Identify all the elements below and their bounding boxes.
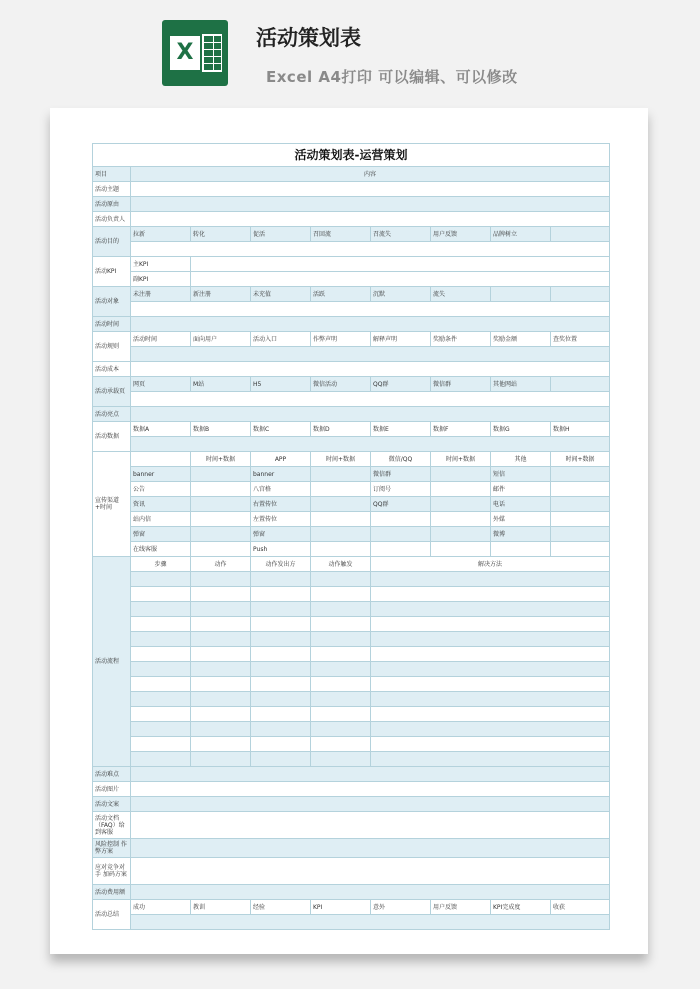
table-cell[interactable] [491, 287, 551, 302]
row-label-risk: 风险控制 作弊方案 [93, 839, 131, 858]
channel-cell[interactable] [311, 467, 371, 482]
channel-cell[interactable]: banner [251, 467, 311, 482]
flow-cell[interactable] [131, 662, 191, 677]
flow-cell[interactable] [371, 677, 610, 692]
channel-cell[interactable] [191, 467, 251, 482]
summary-option[interactable]: 成功 [131, 900, 191, 915]
channel-cell[interactable] [191, 512, 251, 527]
channel-cell[interactable]: 邮件 [491, 482, 551, 497]
flow-cell[interactable] [191, 722, 251, 737]
input-cell[interactable] [131, 317, 610, 332]
rule-option[interactable]: 活动入口 [251, 332, 311, 347]
channel-header: 时间+数据 [191, 452, 251, 467]
row-label-images: 活动图片 [93, 782, 131, 797]
channel-cell[interactable] [311, 482, 371, 497]
page-title: 活动策划表 [256, 26, 361, 50]
flow-cell[interactable] [311, 752, 371, 767]
page-option[interactable]: 微信群 [431, 377, 491, 392]
input-cell[interactable] [131, 182, 610, 197]
data-option[interactable]: 数据B [191, 422, 251, 437]
input-cell[interactable] [131, 797, 610, 812]
row-label-data: 活动数据 [93, 422, 131, 452]
summary-option[interactable]: 经验 [251, 900, 311, 915]
goal-option[interactable]: 品牌树立 [491, 227, 551, 242]
flow-cell[interactable] [371, 587, 610, 602]
flow-cell[interactable] [371, 752, 610, 767]
channel-cell[interactable] [431, 527, 491, 542]
channel-cell[interactable] [551, 497, 610, 512]
data-option[interactable]: 数据C [251, 422, 311, 437]
row-label-flow: 活动流程 [93, 557, 131, 767]
flow-header: 动作 [191, 557, 251, 572]
flow-cell[interactable] [251, 662, 311, 677]
flow-cell[interactable] [131, 752, 191, 767]
flow-cell[interactable] [191, 737, 251, 752]
flow-cell[interactable] [131, 632, 191, 647]
channel-cell[interactable]: 在线客服 [131, 542, 191, 557]
goal-option[interactable]: 召回流 [311, 227, 371, 242]
summary-option[interactable]: 教训 [191, 900, 251, 915]
flow-cell[interactable] [191, 602, 251, 617]
data-option[interactable]: 数据F [431, 422, 491, 437]
target-option[interactable]: 流失 [431, 287, 491, 302]
flow-cell[interactable] [191, 572, 251, 587]
page-header [0, 0, 700, 110]
flow-cell[interactable] [191, 632, 251, 647]
row-label-faq: 活动文档（FAQ）给到客服 [93, 812, 131, 839]
flow-cell[interactable] [371, 617, 610, 632]
flow-cell[interactable] [311, 617, 371, 632]
channel-header: 其他 [491, 452, 551, 467]
channel-cell[interactable]: 资讯 [131, 497, 191, 512]
row-label-highlight: 活动亮点 [93, 407, 131, 422]
page-subtitle: Excel A4打印 可以编辑、可以修改 [266, 68, 518, 86]
channel-cell[interactable]: 订阅号 [371, 482, 431, 497]
input-cell[interactable] [131, 885, 610, 900]
flow-cell[interactable] [131, 707, 191, 722]
goal-option[interactable]: 用户反馈 [431, 227, 491, 242]
channel-cell[interactable]: 左置传位 [251, 512, 311, 527]
flow-cell[interactable] [251, 632, 311, 647]
page-option[interactable]: QQ群 [371, 377, 431, 392]
channel-cell[interactable] [431, 512, 491, 527]
row-label-cost: 活动成本 [93, 362, 131, 377]
flow-cell[interactable] [371, 647, 610, 662]
row-label-rules: 活动规则 [93, 332, 131, 362]
channel-cell[interactable] [191, 497, 251, 512]
row-label-difficulty: 活动难点 [93, 767, 131, 782]
page-option[interactable]: H5 [251, 377, 311, 392]
flow-cell[interactable] [251, 737, 311, 752]
channel-cell[interactable] [551, 467, 610, 482]
channel-cell[interactable] [551, 482, 610, 497]
channel-cell[interactable] [191, 527, 251, 542]
summary-option[interactable]: 意外 [371, 900, 431, 915]
channel-cell[interactable] [491, 542, 551, 557]
channel-cell[interactable] [191, 542, 251, 557]
channel-cell[interactable] [431, 497, 491, 512]
flow-cell[interactable] [251, 752, 311, 767]
input-cell[interactable] [131, 347, 610, 362]
rule-option[interactable]: 奖励金额 [491, 332, 551, 347]
target-option[interactable]: 沉默 [371, 287, 431, 302]
page-option[interactable]: 微信活动 [311, 377, 371, 392]
channel-cell[interactable] [311, 542, 371, 557]
channel-cell[interactable] [311, 527, 371, 542]
goal-option[interactable]: 转化 [191, 227, 251, 242]
channel-cell[interactable] [431, 482, 491, 497]
channel-header [131, 452, 191, 467]
flow-cell[interactable] [371, 572, 610, 587]
flow-cell[interactable] [371, 632, 610, 647]
page-option[interactable]: M站 [191, 377, 251, 392]
flow-cell[interactable] [131, 737, 191, 752]
target-option[interactable]: 未注册 [131, 287, 191, 302]
column-header: 内容 [131, 167, 610, 182]
channel-cell[interactable] [191, 482, 251, 497]
excel-icon: X [162, 20, 228, 86]
channel-cell[interactable] [551, 542, 610, 557]
channel-cell[interactable] [431, 542, 491, 557]
flow-cell[interactable] [131, 617, 191, 632]
channel-cell[interactable]: banner [131, 467, 191, 482]
input-cell[interactable] [131, 858, 610, 885]
channel-cell[interactable]: QQ群 [371, 497, 431, 512]
row-label-summary: 活动总结 [93, 900, 131, 930]
flow-cell[interactable] [191, 692, 251, 707]
flow-cell[interactable] [251, 572, 311, 587]
flow-cell[interactable] [191, 677, 251, 692]
table-cell[interactable] [551, 227, 610, 242]
goal-option[interactable]: 召流失 [371, 227, 431, 242]
channel-cell[interactable] [431, 467, 491, 482]
row-label-copy: 活动文案 [93, 797, 131, 812]
goal-option[interactable]: 拉新 [131, 227, 191, 242]
data-option[interactable]: 数据G [491, 422, 551, 437]
rule-option[interactable]: 活动时间 [131, 332, 191, 347]
channel-cell[interactable] [551, 527, 610, 542]
channel-cell[interactable]: 八宫格 [251, 482, 311, 497]
channel-header: 微信/QQ [371, 452, 431, 467]
kpi-main[interactable]: 主KPI [131, 257, 191, 272]
row-label-budget: 活动费用额 [93, 885, 131, 900]
channel-cell[interactable]: 电话 [491, 497, 551, 512]
input-cell[interactable] [131, 767, 610, 782]
row-label-goal: 活动目的 [93, 227, 131, 257]
flow-cell[interactable] [251, 722, 311, 737]
input-cell[interactable] [131, 839, 610, 858]
sheet-title: 活动策划表-运营策划 [93, 144, 610, 167]
flow-cell[interactable] [311, 722, 371, 737]
flow-cell[interactable] [371, 602, 610, 617]
flow-cell[interactable] [251, 692, 311, 707]
input-cell[interactable] [131, 212, 610, 227]
channel-cell[interactable] [371, 527, 431, 542]
flow-cell[interactable] [311, 662, 371, 677]
flow-cell[interactable] [251, 707, 311, 722]
row-label-theme: 活动主题 [93, 182, 131, 197]
page-option[interactable]: 其他网站 [491, 377, 551, 392]
rule-option[interactable]: 作弊声明 [311, 332, 371, 347]
channel-cell[interactable]: 弹窗 [251, 527, 311, 542]
summary-option[interactable]: KPI [311, 900, 371, 915]
page-option[interactable]: 网页 [131, 377, 191, 392]
rule-option[interactable]: 解释声明 [371, 332, 431, 347]
flow-cell[interactable] [371, 662, 610, 677]
data-option[interactable]: 数据E [371, 422, 431, 437]
channel-cell[interactable]: 短信 [491, 467, 551, 482]
row-label-pages: 活动承载页 [93, 377, 131, 407]
input-cell[interactable] [131, 812, 610, 839]
summary-option[interactable]: 收获 [551, 900, 610, 915]
flow-cell[interactable] [251, 647, 311, 662]
flow-cell[interactable] [311, 692, 371, 707]
flow-cell[interactable] [311, 707, 371, 722]
data-option[interactable]: 数据H [551, 422, 610, 437]
target-option[interactable]: 新注册 [191, 287, 251, 302]
flow-cell[interactable] [131, 722, 191, 737]
flow-cell[interactable] [191, 617, 251, 632]
flow-cell[interactable] [251, 587, 311, 602]
summary-option[interactable]: KPI完成度 [491, 900, 551, 915]
flow-cell[interactable] [371, 737, 610, 752]
kpi-sub[interactable]: 副KPI [131, 272, 191, 287]
input-cell[interactable] [191, 272, 610, 287]
flow-cell[interactable] [191, 647, 251, 662]
data-option[interactable]: 数据A [131, 422, 191, 437]
input-cell[interactable] [131, 437, 610, 452]
table-cell[interactable] [551, 287, 610, 302]
flow-cell[interactable] [251, 602, 311, 617]
channel-cell[interactable] [551, 512, 610, 527]
flow-cell[interactable] [311, 677, 371, 692]
flow-cell[interactable] [131, 692, 191, 707]
input-cell[interactable] [131, 392, 610, 407]
target-option[interactable]: 未充值 [251, 287, 311, 302]
channel-cell[interactable]: 右置传位 [251, 497, 311, 512]
flow-cell[interactable] [251, 617, 311, 632]
flow-cell[interactable] [131, 602, 191, 617]
flow-cell[interactable] [131, 572, 191, 587]
input-cell[interactable] [131, 407, 610, 422]
column-header: 项目 [93, 167, 131, 182]
table-cell[interactable] [551, 377, 610, 392]
flow-cell[interactable] [311, 602, 371, 617]
channel-cell[interactable] [311, 497, 371, 512]
channel-cell[interactable] [371, 512, 431, 527]
channel-header: 时间+数据 [431, 452, 491, 467]
row-label-channels: 宣传渠道+时间 [93, 452, 131, 557]
rule-option[interactable]: 查奖位置 [551, 332, 610, 347]
row-label-competitor: 应对竞争对手 加码方案 [93, 858, 131, 885]
channel-cell[interactable] [311, 512, 371, 527]
flow-cell[interactable] [371, 707, 610, 722]
flow-header: 动作发出方 [251, 557, 311, 572]
channel-header: APP [251, 452, 311, 467]
flow-cell[interactable] [251, 677, 311, 692]
flow-header: 动作触发 [311, 557, 371, 572]
input-cell[interactable] [131, 915, 610, 930]
flow-header: 步骤 [131, 557, 191, 572]
channel-cell[interactable]: 微信群 [371, 467, 431, 482]
channel-cell[interactable]: 弹窗 [131, 527, 191, 542]
target-option[interactable]: 活跃 [311, 287, 371, 302]
flow-cell[interactable] [191, 707, 251, 722]
flow-cell[interactable] [191, 662, 251, 677]
summary-option[interactable]: 用户反馈 [431, 900, 491, 915]
flow-header: 解决方法 [371, 557, 610, 572]
input-cell[interactable] [131, 362, 610, 377]
rule-option[interactable]: 面向用户 [191, 332, 251, 347]
channel-cell[interactable]: Push [251, 542, 311, 557]
flow-cell[interactable] [191, 752, 251, 767]
flow-cell[interactable] [131, 677, 191, 692]
row-label-reason: 活动原由 [93, 197, 131, 212]
goal-option[interactable]: 促活 [251, 227, 311, 242]
flow-cell[interactable] [131, 587, 191, 602]
row-label-kpi: 活动KPI [93, 257, 131, 287]
channel-cell[interactable]: 外媒 [491, 512, 551, 527]
flow-cell[interactable] [371, 722, 610, 737]
spreadsheet-page [50, 108, 648, 954]
input-cell[interactable] [131, 242, 610, 257]
channel-cell[interactable] [371, 542, 431, 557]
input-cell[interactable] [191, 257, 610, 272]
input-cell[interactable] [131, 302, 610, 317]
channel-header: 时间+数据 [551, 452, 610, 467]
channel-cell[interactable]: 站内信 [131, 512, 191, 527]
row-label-time: 活动时间 [93, 317, 131, 332]
row-label-owner: 活动负责人 [93, 212, 131, 227]
flow-cell[interactable] [311, 587, 371, 602]
flow-cell[interactable] [311, 647, 371, 662]
flow-cell[interactable] [311, 572, 371, 587]
input-cell[interactable] [131, 782, 610, 797]
channel-cell[interactable]: 公告 [131, 482, 191, 497]
channel-header: 时间+数据 [311, 452, 371, 467]
flow-cell[interactable] [311, 632, 371, 647]
channel-cell[interactable]: 微博 [491, 527, 551, 542]
data-option[interactable]: 数据D [311, 422, 371, 437]
flow-cell[interactable] [371, 692, 610, 707]
flow-cell[interactable] [191, 587, 251, 602]
rule-option[interactable]: 奖励条件 [431, 332, 491, 347]
plan-table [92, 143, 610, 930]
row-label-target: 活动对象 [93, 287, 131, 317]
flow-cell[interactable] [131, 647, 191, 662]
flow-cell[interactable] [311, 737, 371, 752]
input-cell[interactable] [131, 197, 610, 212]
